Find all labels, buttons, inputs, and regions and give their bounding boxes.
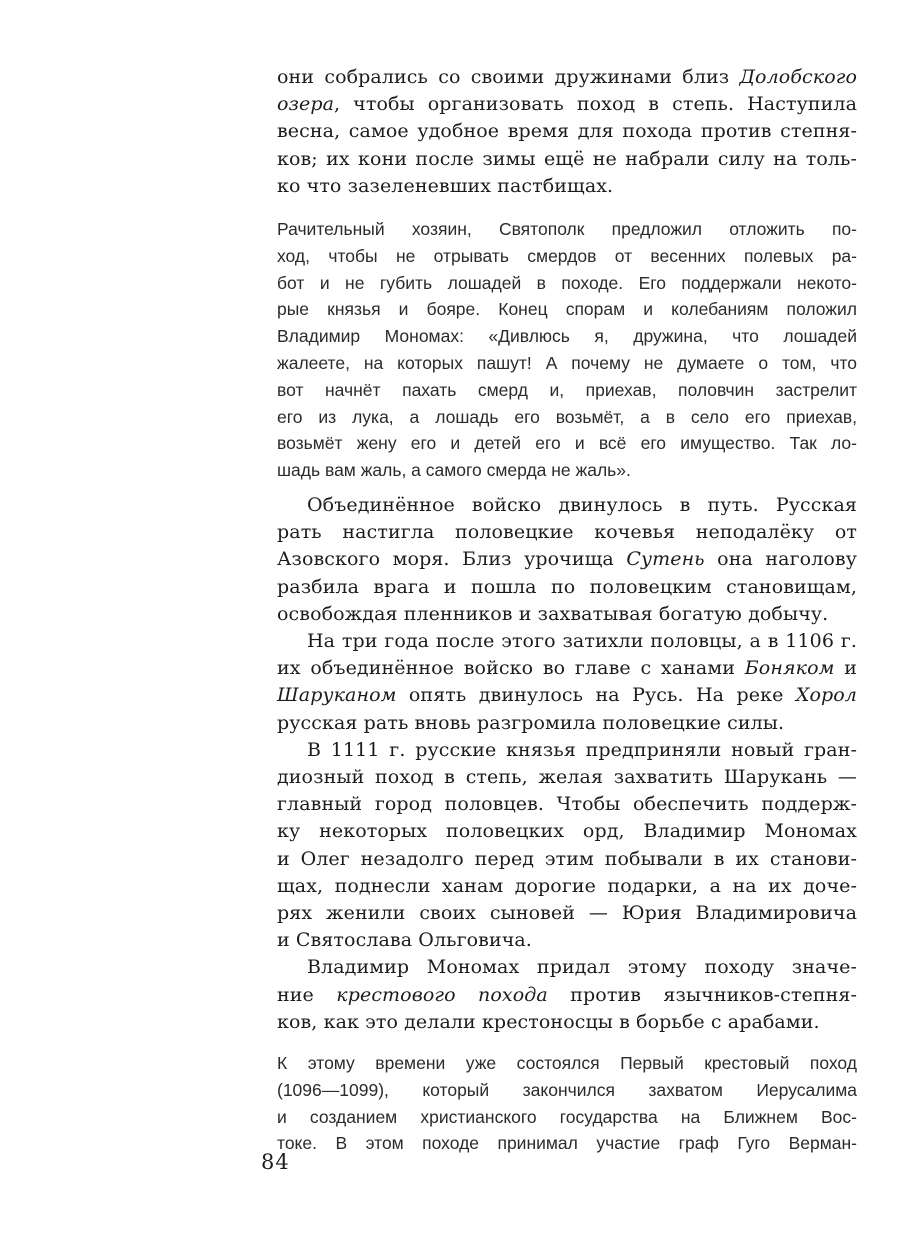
text-segment: шадь вам жаль, а самого смерда не жаль». (277, 460, 631, 481)
text-segment: токе. В этом походе принимал участие граф Гуго Верман- (277, 1133, 857, 1154)
text-segment: На три года после этого затихли половцы, а в 1106 г. (307, 630, 857, 652)
text-segment: (1096—1099), который закончился захватом Иерусалима (277, 1079, 857, 1100)
text-segment: , чтобы организовать поход в степь. Наступила (334, 93, 857, 116)
text-line (277, 927, 857, 954)
text-line (277, 737, 857, 764)
text-segment: опять двинулось на Русь. На реке (396, 684, 796, 707)
text-segment: вот начнёт пахать смерд и, приехав, половчин застрелит (277, 379, 857, 400)
text-line (277, 323, 857, 350)
text-line (277, 710, 857, 737)
text-segment: Владимир Мономах: «Дивлюсь я, дружина, что лошадей (277, 326, 857, 347)
text-line (277, 216, 857, 243)
text-segment: его из лука, а лошадь его возьмёт, а в село его приехав, (277, 406, 857, 427)
paragraph-3 (277, 492, 857, 628)
text-segment: В 1111 г. русские князья предприняли новый гран- (307, 738, 857, 761)
text-segment: разбила врага и пошла по половецким становищам, (277, 575, 857, 598)
text-segment: главный город половцев. Чтобы обеспечить поддерж- (277, 793, 857, 816)
text-segment: против язычников-степня- (547, 983, 858, 1006)
text-line (277, 900, 857, 927)
text-segment: жалеете, на которых пашут! А почему не думаете о том, что (277, 353, 857, 373)
text-segment: освобождая пленников и захватывая богатую добычу. (277, 602, 829, 625)
text-line (277, 350, 857, 377)
text-line (277, 430, 857, 457)
text-line (277, 873, 857, 900)
text-line (277, 1050, 857, 1077)
italic-text: Хорол (795, 684, 857, 707)
text-segment: диозный поход в степь, желая захватить Шарукань — (277, 766, 857, 789)
text-line (277, 1130, 857, 1157)
text-line (277, 682, 857, 709)
text-segment: К этому времени уже состоялся Первый крестовый поход (277, 1053, 857, 1074)
text-line (277, 628, 857, 655)
text-segment: русская рать вновь разгромила половецкие силы. (277, 711, 785, 734)
text-segment: ку некоторых половецких орд, Владимир Мономах (277, 820, 857, 843)
note-block-2 (277, 216, 857, 484)
text-line (277, 118, 857, 145)
text-line (277, 982, 857, 1009)
text-segment: рые князья и бояре. Конец спорам и колебаниям положил (277, 299, 857, 320)
text-line (277, 243, 857, 270)
italic-text: Сутень (626, 548, 705, 571)
text-segment: возьмёт жену его и детей его и всё его имущество. Так ло- (277, 433, 857, 454)
text-segment: ков; их кони после зимы ещё не набрали силу на толь- (277, 147, 857, 170)
text-line (277, 1104, 857, 1131)
text-segment: и (834, 657, 858, 680)
text-segment: рях женили своих сыновей — Юрия Владимировича (277, 902, 857, 925)
text-line (277, 546, 857, 573)
text-line (277, 1077, 857, 1104)
text-segment: ние (277, 983, 337, 1006)
text-line (277, 954, 857, 981)
text-line (277, 791, 857, 818)
italic-text: Долобского (739, 66, 857, 88)
paragraph-4 (277, 628, 857, 737)
note-block-7 (277, 1050, 857, 1157)
text-line (277, 601, 857, 628)
italic-text: озера (277, 93, 335, 116)
paragraph-1 (277, 64, 857, 200)
text-line (277, 457, 857, 484)
text-segment: Азовского моря. Близ урочища (277, 548, 627, 571)
paragraph-5 (277, 737, 857, 955)
page-number: 84 (261, 1150, 290, 1174)
text-line (277, 846, 857, 873)
text-segment: она наголову (704, 548, 857, 571)
text-segment: рать настигла половецкие кочевья неподалёку от (277, 521, 857, 544)
text-segment: и Олег незадолго перед этим побывали в их станови- (277, 847, 857, 870)
paragraph-6 (277, 954, 857, 1036)
italic-text: Боняком (744, 657, 835, 680)
text-segment: ко что зазеленевших пастбищах. (277, 174, 614, 197)
text-segment: ход, чтобы не отрывать смердов от весенних полевых ра- (277, 245, 857, 266)
text-line (277, 574, 857, 601)
text-line (277, 270, 857, 297)
text-segment: они собрались со своими дружинами близ (277, 66, 740, 88)
text-line (277, 91, 857, 118)
text-segment: и Святослава Ольговича. (277, 929, 532, 952)
italic-text: Шаруканом (277, 684, 397, 707)
text-line (277, 173, 857, 200)
text-line (277, 1009, 857, 1036)
text-line (277, 519, 857, 546)
text-segment: Объединённое войско двинулось в путь. Русская (307, 493, 857, 516)
text-line (277, 296, 857, 323)
text-line (277, 377, 857, 404)
text-line (277, 764, 857, 791)
text-segment: их объединённое войско во главе с ханами (277, 657, 745, 680)
italic-text: крестового похода (336, 983, 548, 1006)
text-segment: Рачительный хозяин, Святополк предложил отложить по- (277, 219, 857, 240)
text-segment: и созданием христианского государства на Ближнем Вос- (277, 1106, 857, 1127)
text-line (277, 818, 857, 845)
text-column (277, 64, 857, 1157)
text-line (277, 655, 857, 682)
text-segment: весна, самое удобное время для похода против степня- (277, 120, 857, 143)
text-segment: ков, как это делали крестоносцы в борьбе с арабами. (277, 1010, 820, 1033)
text-line (277, 492, 857, 519)
text-segment: Владимир Мономах придал этому походу значе- (307, 956, 857, 979)
text-segment: бот и не губить лошадей в походе. Его поддержали некото- (277, 272, 857, 293)
text-line (277, 146, 857, 173)
text-segment: щах, поднесли ханам дорогие подарки, а на их доче- (277, 874, 857, 897)
text-line (277, 64, 857, 91)
text-line (277, 404, 857, 431)
